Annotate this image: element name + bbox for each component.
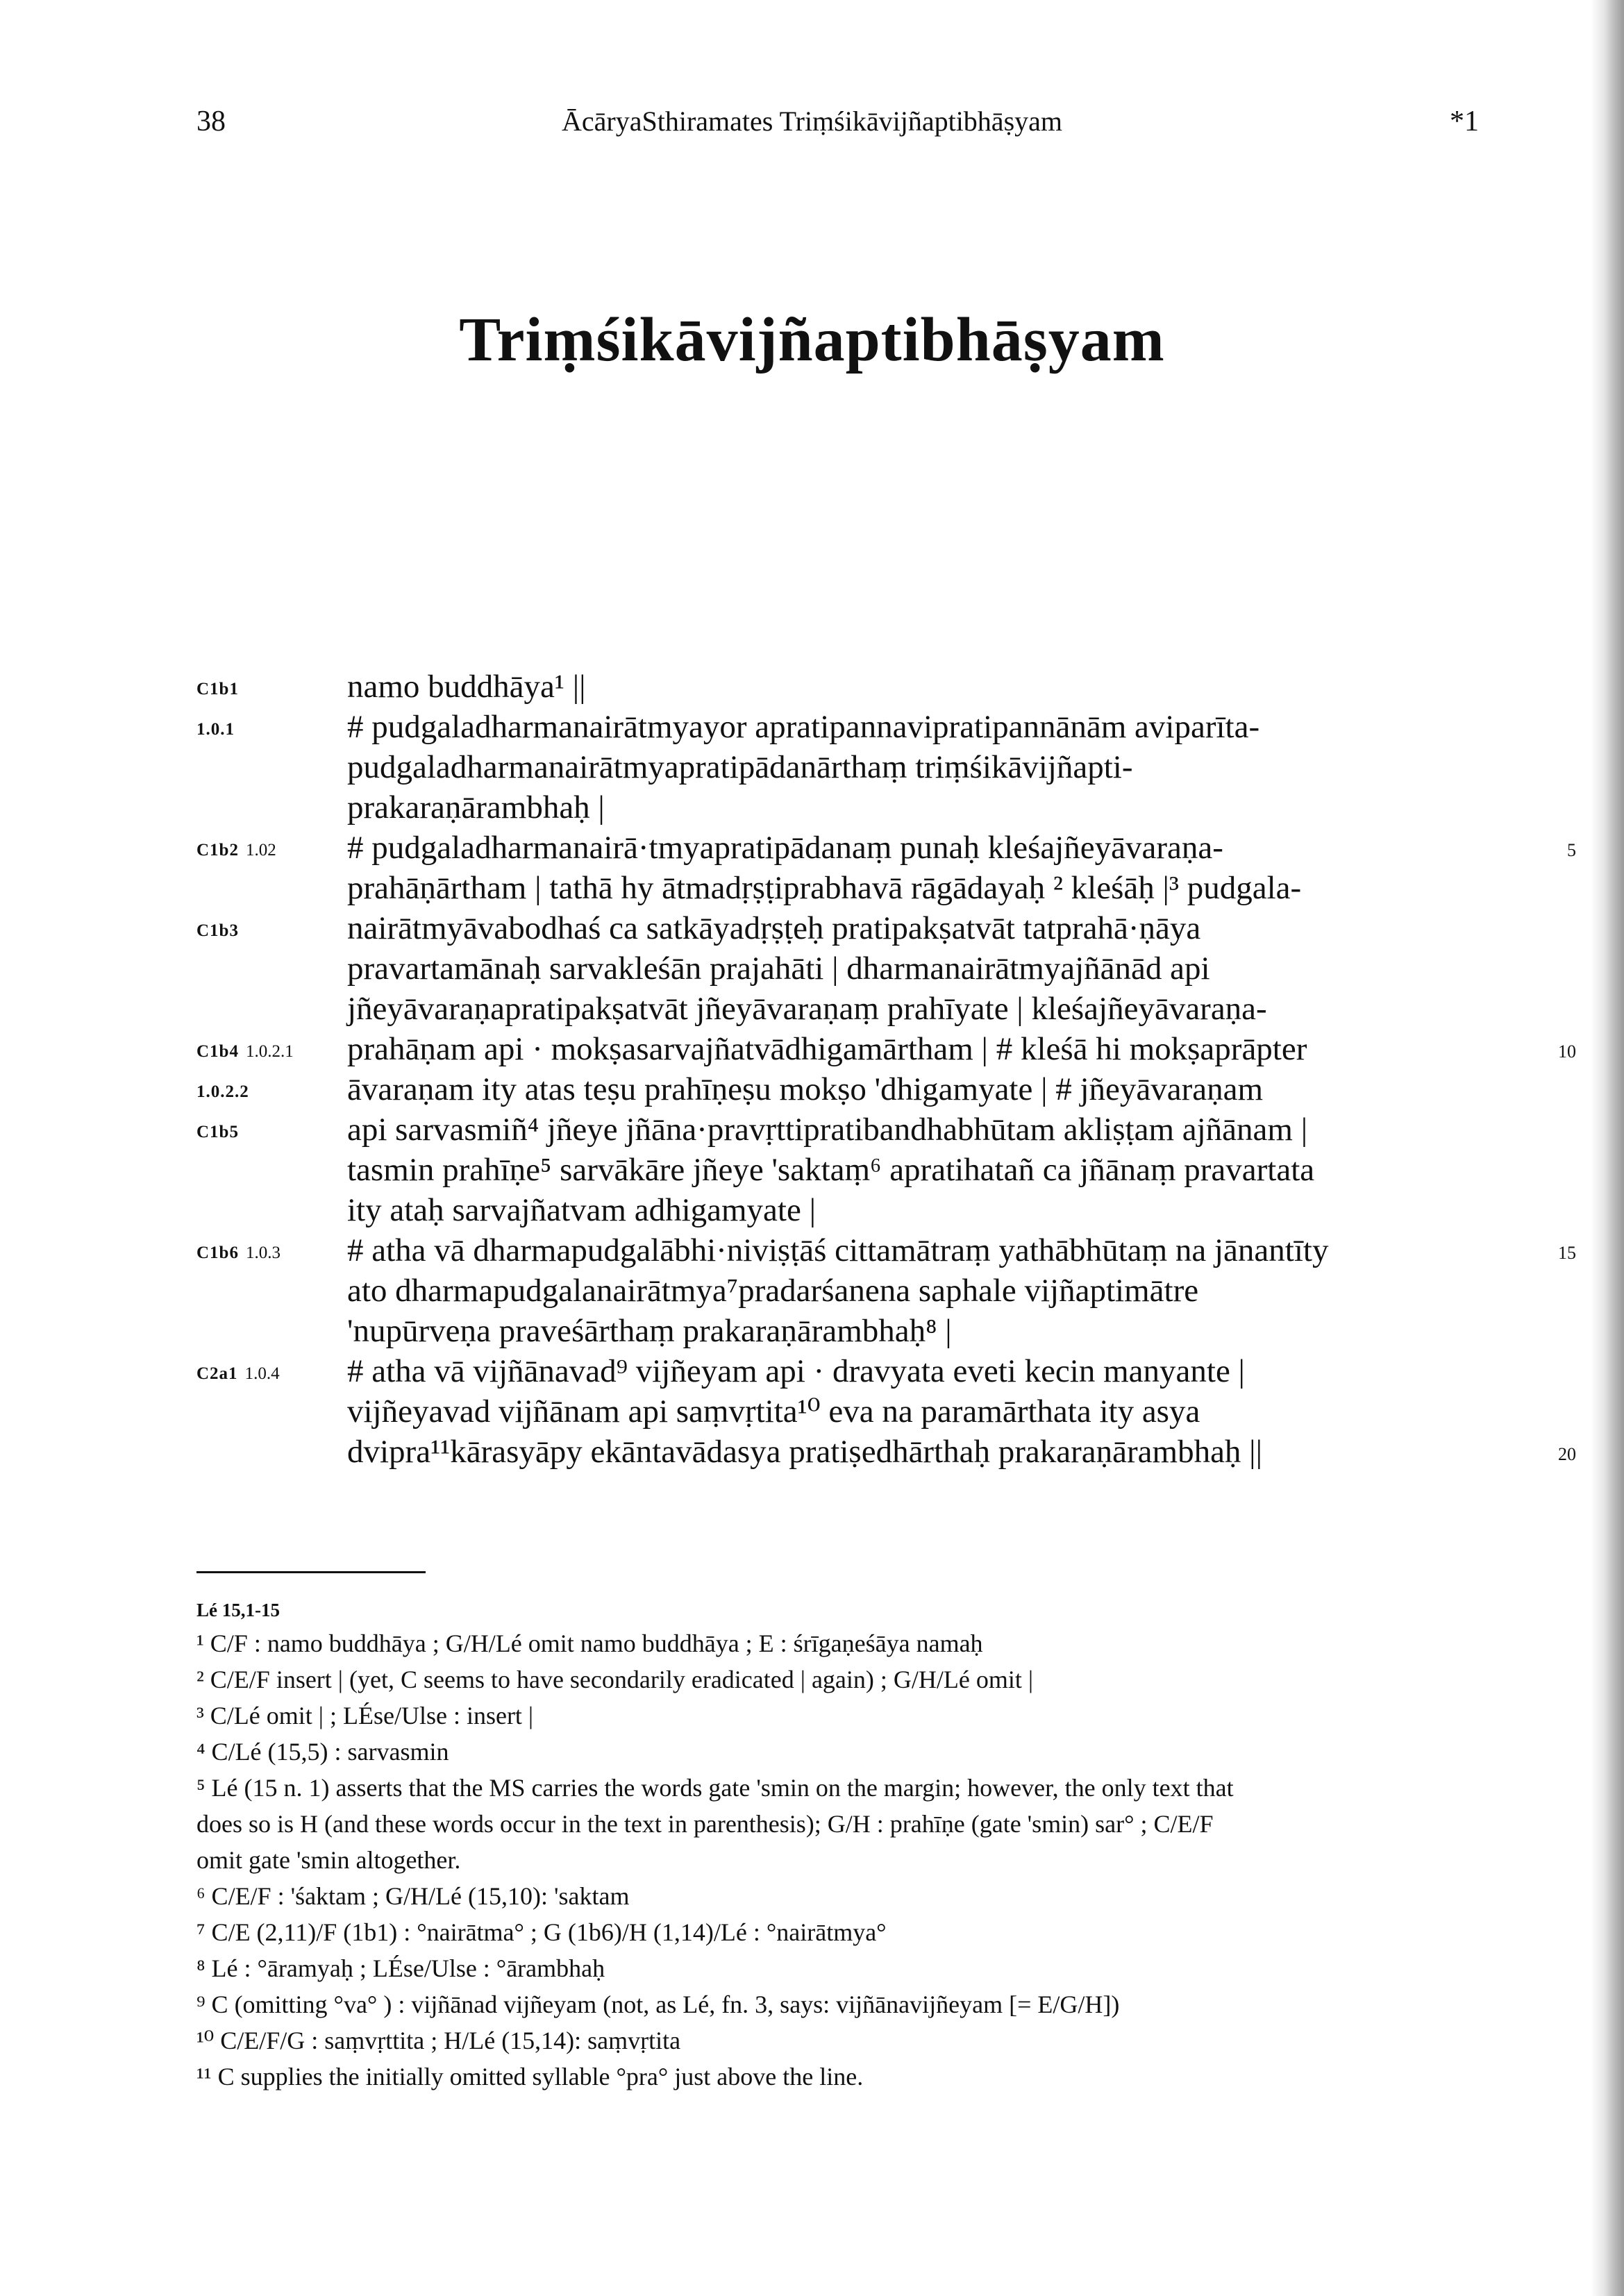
text-line <box>0 786 1624 826</box>
footnote: ¹ C/F : namo buddhāya ; G/H/Lé omit namo buddhāya ; E : śrīgaṇeśāya namaḥ <box>196 1629 983 1657</box>
line-text: prahāṇārtham | tathā hy ātmadṛṣṭiprabhavā rāgādayaḥ ² kleśāḥ |³ pudgala- <box>347 870 1302 906</box>
folio-ref: C1b3 <box>196 921 239 940</box>
text-line <box>0 665 1624 705</box>
running-title: ĀcāryaSthiramates Triṃśikāvijñaptibhāṣyam <box>562 106 1062 137</box>
folio-ref: C1b2 1.02 <box>196 841 276 860</box>
line-text: prakaraṇārambhaḥ | <box>347 789 605 826</box>
line-text: pudgaladharmanairātmyapratipādanārthaṃ triṃśikāvijñapti- <box>347 749 1133 785</box>
line-text: ity ataḥ sarvajñatvam adhigamyate | <box>347 1192 816 1228</box>
line-text: # atha vā vijñānavad⁹ vijñeyam api · dravyata eveti kecin manyante | <box>347 1353 1245 1389</box>
footnote-header: Lé 15,1-15 <box>196 1600 280 1620</box>
text-line <box>0 947 1624 987</box>
footnote-rule <box>196 1571 426 1573</box>
footnote: ¹¹ C supplies the initially omitted syllable °pra° just above the line. <box>196 2063 864 2090</box>
footnote: ⁸ Lé : °āramyaḥ ; LÉse/Ulse : °ārambhaḥ <box>196 1954 605 1982</box>
line-text: ato dharmapudgalanairātmya⁷pradarśanena saphale vijñaptimātre <box>347 1273 1199 1309</box>
folio-ref <box>196 760 203 780</box>
text-line <box>0 1269 1624 1309</box>
line-number: 20 <box>1558 1444 1576 1464</box>
footnote: ⁷ C/E (2,11)/F (1b1) : °nairātma° ; G (1b6)/H (1,14)/Lé : °nairātmya° <box>196 1918 887 1946</box>
text-line <box>0 1189 1624 1229</box>
line-text: nairātmyāvabodhaś ca satkāyadṛṣṭeḥ pratipakṣatvāt tatprahā·ṇāya <box>347 910 1201 946</box>
line-number: 10 <box>1558 1041 1576 1062</box>
header-marker: *1 <box>1450 106 1479 137</box>
text-line <box>0 987 1624 1028</box>
folio-ref <box>196 1323 203 1344</box>
folio-ref: 1.0.1 <box>196 720 235 739</box>
footnote: ⁵ Lé (15 n. 1) asserts that the MS carries the words gate 'smin on the margin; however, the only text that <box>196 1774 1234 1802</box>
line-text: api sarvasmiñ⁴ jñeye jñāna·pravṛttipratibandhabhūtam akliṣṭam ajñānam | <box>347 1112 1308 1148</box>
line-text: # atha vā dharmapudgalābhi·niviṣṭāś cittamātraṃ yathābhūtaṃ na jānantīty <box>347 1232 1329 1268</box>
folio-ref: C1b5 <box>196 1123 239 1141</box>
line-number: 5 <box>1567 840 1576 860</box>
folio-ref <box>196 800 203 821</box>
folio-ref <box>196 1203 203 1223</box>
text-line <box>0 1229 1624 1269</box>
page-number: 38 <box>196 106 226 137</box>
line-text: # pudgaladharmanairātmyayor apratipannavipratipannānām aviparīta- <box>347 709 1260 745</box>
footnote: ⁶ C/E/F : 'śaktam ; G/H/Lé (15,10): 'saktam <box>196 1882 630 1910</box>
text-line <box>0 866 1624 907</box>
text-line <box>0 705 1624 746</box>
footnote: ⁴ C/Lé (15,5) : sarvasmin <box>196 1738 449 1766</box>
text-line <box>0 746 1624 786</box>
footnote: does so is H (and these words occur in the text in parenthesis); G/H : prahīṇe (gate 'smin) sar° ; C/E/F <box>196 1810 1214 1838</box>
folio-ref <box>196 1162 203 1183</box>
text-line <box>0 1068 1624 1108</box>
text-line <box>0 1309 1624 1350</box>
folio-ref <box>196 880 203 901</box>
line-text: namo buddhāya¹ || <box>347 669 586 705</box>
line-text: jñeyāvaraṇapratipakṣatvāt jñeyāvaraṇaṃ prahīyate | kleśajñeyāvaraṇa- <box>347 991 1267 1027</box>
folio-ref: C1b6 1.0.3 <box>196 1243 281 1262</box>
line-text: # pudgaladharmanairā·tmyapratipādanaṃ punaḥ kleśajñeyāvaraṇa- <box>347 830 1223 866</box>
text-line <box>0 907 1624 947</box>
line-text: tasmin prahīṇe⁵ sarvākāre jñeye 'saktaṃ⁶ apratihatañ ca jñānaṃ pravartata <box>347 1152 1315 1188</box>
text-line <box>0 1108 1624 1148</box>
footnote: ¹⁰ C/E/F/G : saṃvṛttita ; H/Lé (15,14): saṃvṛtita <box>196 2027 681 2054</box>
text-line <box>0 1430 1624 1470</box>
text-line <box>0 1390 1624 1430</box>
line-text: āvaraṇam ity atas teṣu prahīṇeṣu mokṣo 'dhigamyate | # jñeyāvaraṇam <box>347 1071 1264 1107</box>
folio-ref <box>196 1404 203 1425</box>
folio-ref <box>196 1283 203 1304</box>
line-text: prahāṇam api · mokṣasarvajñatvādhigamārtham | # kleśā hi mokṣaprāpter <box>347 1031 1307 1067</box>
folio-ref: C1b1 <box>196 680 239 698</box>
text-line <box>0 1028 1624 1068</box>
text-line <box>0 1350 1624 1390</box>
text-line <box>0 826 1624 866</box>
line-text: 'nupūrveṇa praveśārthaṃ prakaraṇārambhaḥ⁸ | <box>347 1313 952 1349</box>
footnote: ⁹ C (omitting °va° ) : vijñānad vijñeyam (not, as Lé, fn. 3, says: vijñānavijñeyam [= E/G/H]) <box>196 1991 1120 2018</box>
folio-ref: 1.0.2.2 <box>196 1082 249 1101</box>
line-text: vijñeyavad vijñānam api saṃvṛtita¹⁰ eva na paramārthata ity asya <box>347 1393 1200 1430</box>
footnote: ³ C/Lé omit | ; LÉse/Ulse : insert | <box>196 1702 534 1729</box>
folio-ref <box>196 1001 203 1022</box>
folio-ref: C2a1 1.0.4 <box>196 1364 280 1383</box>
folio-ref <box>196 1444 203 1465</box>
folio-ref <box>196 961 203 982</box>
line-text: dvipra¹¹kārasyāpy ekāntavādasya pratiṣedhārthaḥ prakaraṇārambhaḥ || <box>347 1434 1262 1470</box>
folio-ref: C1b4 1.0.2.1 <box>196 1042 294 1061</box>
line-number: 15 <box>1558 1243 1576 1263</box>
page-title: Triṃśikāvijñaptibhāṣyam <box>459 305 1165 374</box>
footnote: omit gate 'smin altogether. <box>196 1846 461 1874</box>
text-line <box>0 1148 1624 1189</box>
footnote: ² C/E/F insert | (yet, C seems to have secondarily eradicated | again) ; G/H/Lé omit | <box>196 1666 1034 1693</box>
line-text: pravartamānaḥ sarvakleśān prajahāti | dharmanairātmyajñānād api <box>347 950 1210 987</box>
